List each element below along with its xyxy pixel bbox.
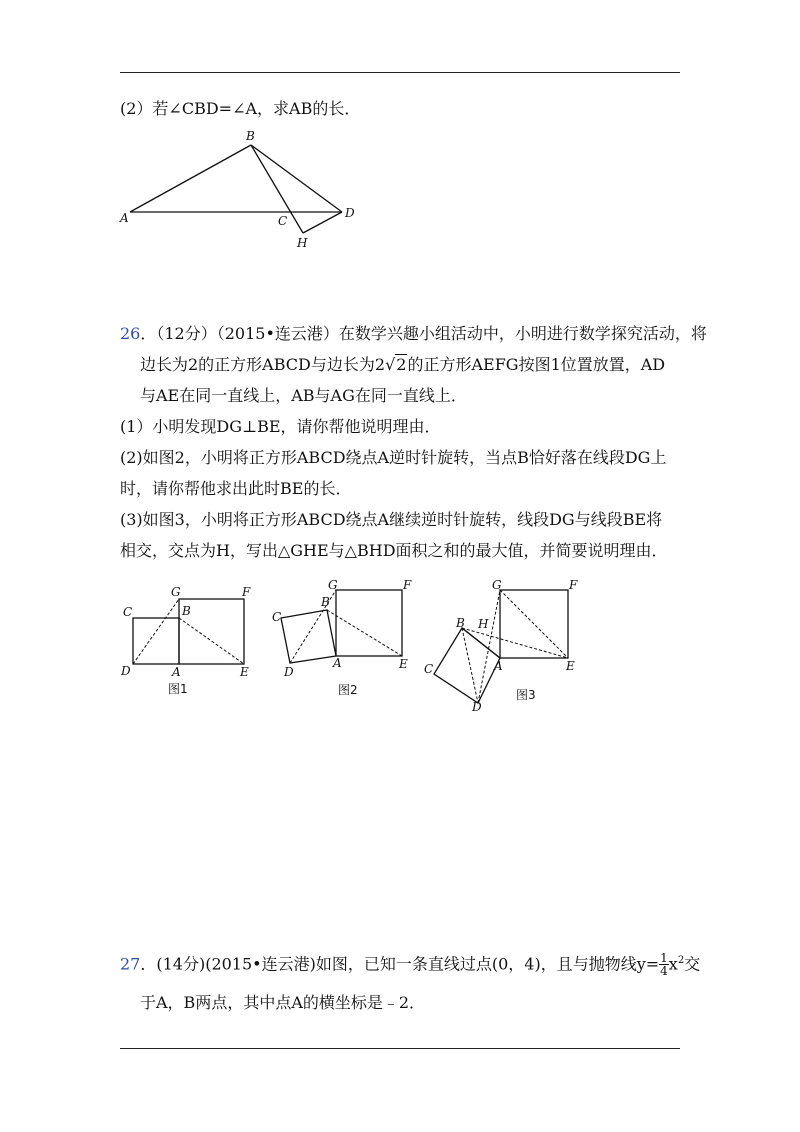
fig1-label-C: C xyxy=(123,605,133,619)
fig3-label-F: F xyxy=(569,578,578,592)
q27-line2: 于A，B两点，其中点A的横坐标是﹣2． xyxy=(140,993,426,1012)
fig3-label-D: D xyxy=(472,700,482,713)
q26-part1: (1）小明发现DG⊥BE，请你帮他说明理由． xyxy=(120,417,441,436)
q26-part3-line2: 相交，交点为H，写出△GHE与△BHD面积之和的最大值，并简要说明理由． xyxy=(120,541,668,560)
fig2-label-E: E xyxy=(399,657,408,671)
fig3-label-A: A xyxy=(494,659,503,673)
q26-part3-line1: (3)如图3，小明将正方形ABCD绕点A继续逆时针旋转，线段DG与线段BE将 xyxy=(120,510,663,529)
figure-3 xyxy=(420,578,580,713)
q25-triangle-figure xyxy=(115,125,375,255)
fig3-label-B: B xyxy=(456,616,465,630)
label-C: C xyxy=(278,214,288,228)
q26-line2: 边长为2的正方形ABCD与边长为2√2的正方形AEFG按图1位置放置，AD xyxy=(140,355,666,374)
q26-number: 26 xyxy=(120,324,141,343)
fig3-label-E: E xyxy=(566,659,575,673)
q25-part2-text: (2）若∠CBD=∠A，求AB的长． xyxy=(120,99,361,118)
fig2-label-F: F xyxy=(403,578,412,592)
label-B: B xyxy=(246,129,255,143)
sqrt-expression: √2 xyxy=(385,355,407,374)
fraction-one-quarter: $\frac{1}{4}$ xyxy=(660,951,668,979)
q26-header: ．（12分）（2015•连云港）在数学兴趣小组活动中，小明进行数学探究活动，将 xyxy=(140,324,707,343)
fig2-label-G: G xyxy=(328,578,338,592)
fig1-label-D: D xyxy=(121,664,131,678)
figure-2 xyxy=(270,578,425,698)
fig2-label-D: D xyxy=(284,665,294,679)
fig1-label-F: F xyxy=(242,585,251,599)
fig3-label-H: H xyxy=(478,617,489,631)
top-rule xyxy=(120,72,680,73)
q26-part2-line1: (2)如图2，小明将正方形ABCD绕点A逆时针旋转，当点B恰好落在线段DG上 xyxy=(120,448,667,467)
fig1-label-G: G xyxy=(171,585,181,599)
fig2-caption: 图2 xyxy=(338,683,358,697)
q26-line1 xyxy=(120,323,707,345)
fig1-label-E: E xyxy=(240,665,249,679)
figure-1 xyxy=(118,583,268,703)
q27-line1: 27．(14分)(2015•连云港)如图，已知一条直线过点(0，4)，且与抛物线y= $\frac{1}{4}$ $x^2$交 xyxy=(120,951,701,979)
label-D: D xyxy=(345,206,355,220)
fig3-caption: 图3 xyxy=(516,688,536,702)
fig1-label-A: A xyxy=(172,665,181,679)
label-A: A xyxy=(120,211,129,225)
fig3-label-G: G xyxy=(492,578,502,592)
q27-number: 27 xyxy=(120,954,141,974)
bottom-rule xyxy=(120,1048,680,1049)
fig1-caption: 图1 xyxy=(168,682,188,696)
fig2-label-C: C xyxy=(272,610,282,624)
label-H: H xyxy=(297,236,308,250)
fig2-label-B: B xyxy=(321,595,330,609)
fig2-label-A: A xyxy=(333,656,342,670)
fig3-label-C: C xyxy=(424,662,434,676)
fig1-label-B: B xyxy=(182,604,191,618)
q26-line3: 与AE在同一直线上，AB与AG在同一直线上． xyxy=(140,386,467,405)
q26-part2-line2: 时，请你帮他求出此时BE的长． xyxy=(120,479,352,498)
